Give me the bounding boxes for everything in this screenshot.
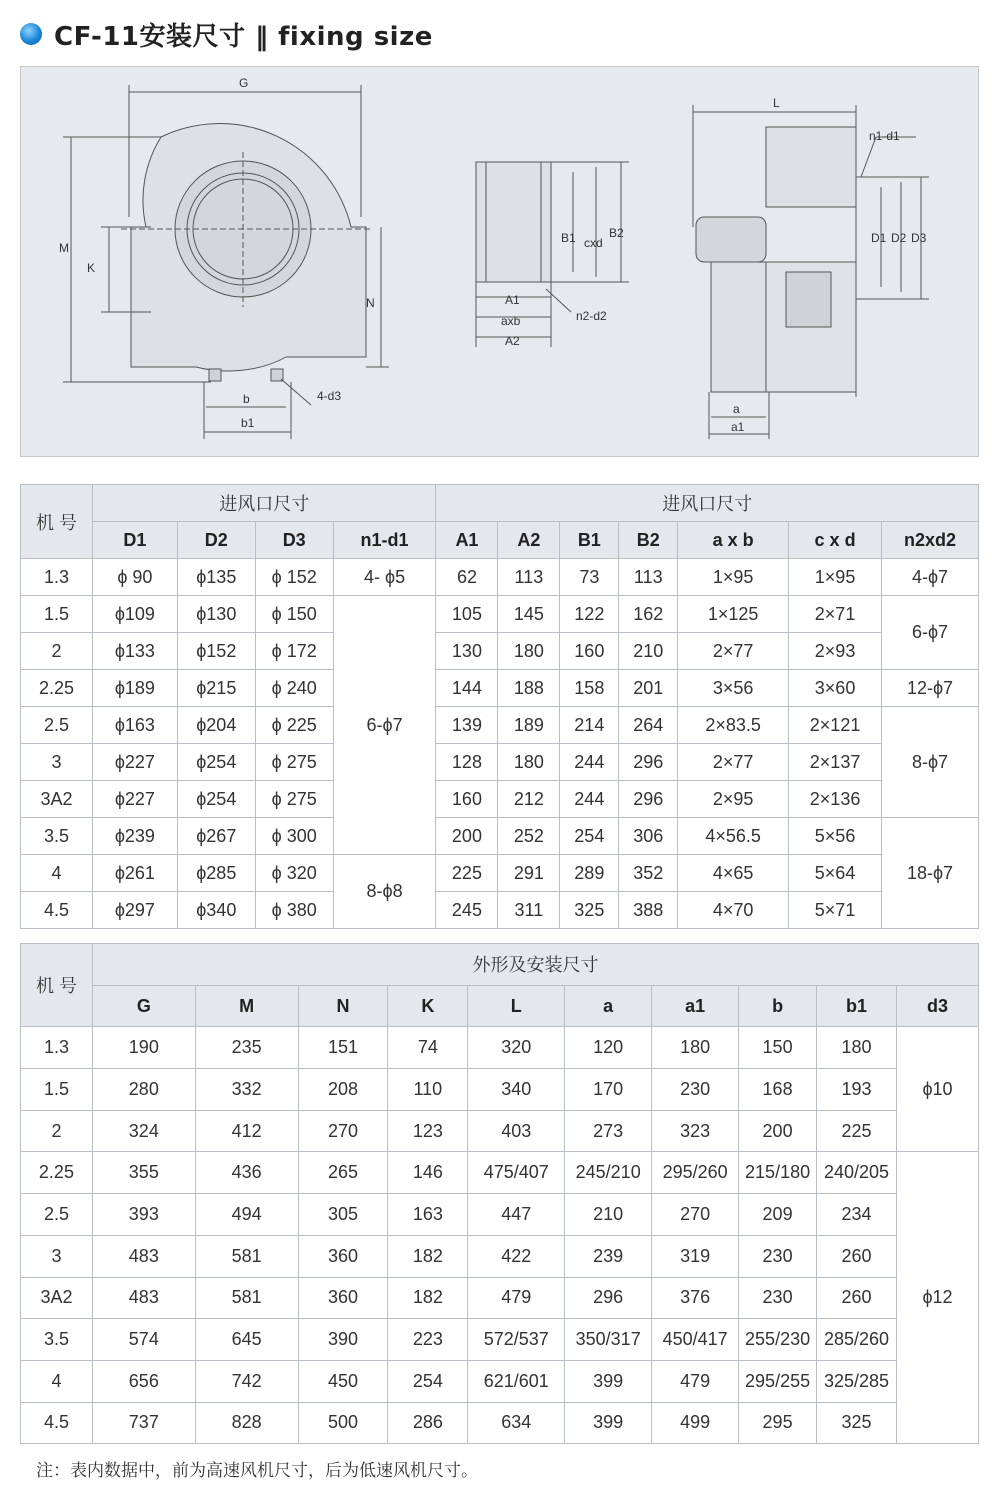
label-G: G: [239, 76, 249, 90]
cell-a1: 450/417: [652, 1319, 739, 1361]
cell-b: 168: [739, 1069, 817, 1111]
cell-A1: 200: [436, 818, 498, 855]
cell-axb: 2×95: [678, 781, 789, 818]
table-row: [21, 1027, 979, 1069]
cell-M: 828: [195, 1402, 298, 1444]
table-row: [21, 633, 979, 670]
cell-G: 574: [92, 1319, 195, 1361]
cell-N: 151: [298, 1027, 388, 1069]
table-row: [21, 1319, 979, 1361]
cell-a1: 479: [652, 1360, 739, 1402]
cell-M: 235: [195, 1027, 298, 1069]
cell-D2: ϕ152: [177, 633, 255, 670]
inlet-dimension-table: [20, 484, 979, 929]
cell-D3: ϕ 150: [255, 596, 333, 633]
col-b: b: [739, 985, 817, 1027]
cell-D1: ϕ239: [92, 818, 177, 855]
cell-axb: 2×83.5: [678, 707, 789, 744]
cell-D3: ϕ 152: [255, 559, 333, 596]
cell-A2: 145: [498, 596, 560, 633]
cell-a1: 323: [652, 1110, 739, 1152]
cell-n2-d2: 6-ϕ7: [882, 596, 979, 670]
cell-L: 447: [468, 1194, 565, 1236]
cell-axb: 2×77: [678, 633, 789, 670]
col-axb: a x b: [678, 522, 789, 559]
cell-L: 621/601: [468, 1360, 565, 1402]
cell-G: 483: [92, 1235, 195, 1277]
cell-no: 3A2: [21, 1277, 93, 1319]
cell-A2: 180: [498, 633, 560, 670]
table-row: [21, 559, 979, 596]
cell-a1: 376: [652, 1277, 739, 1319]
cell-b1: 260: [817, 1277, 897, 1319]
cell-A1: 128: [436, 744, 498, 781]
cell-D3: ϕ 240: [255, 670, 333, 707]
cell-N: 208: [298, 1069, 388, 1111]
cell-b1: 225: [817, 1110, 897, 1152]
col-A2: A2: [498, 522, 560, 559]
cell-K: 110: [388, 1069, 468, 1111]
cell-b1: 285/260: [817, 1319, 897, 1361]
cell-b1: 240/205: [817, 1152, 897, 1194]
col-B2: B2: [619, 522, 678, 559]
cell-no: 2.25: [21, 1152, 93, 1194]
col-d3: d3: [897, 985, 979, 1027]
cell-axb: 1×95: [678, 559, 789, 596]
cell-M: 581: [195, 1235, 298, 1277]
cell-L: 422: [468, 1235, 565, 1277]
cell-b: 215/180: [739, 1152, 817, 1194]
cell-b: 150: [739, 1027, 817, 1069]
cell-L: 340: [468, 1069, 565, 1111]
label-B1: B1: [561, 231, 576, 245]
page-title-bar: [20, 14, 433, 54]
label-B2: B2: [609, 226, 624, 240]
cell-D3: ϕ 320: [255, 855, 333, 892]
cell-B2: 210: [619, 633, 678, 670]
cell-no: 2: [21, 633, 93, 670]
cell-L: 634: [468, 1402, 565, 1444]
cell-D1: ϕ189: [92, 670, 177, 707]
table-row: [21, 670, 979, 707]
cell-cxd: 2×137: [789, 744, 882, 781]
cell-axb: 4×65: [678, 855, 789, 892]
col-B1: B1: [560, 522, 619, 559]
cell-M: 412: [195, 1110, 298, 1152]
label-A1: A1: [505, 293, 520, 307]
cell-a: 170: [565, 1069, 652, 1111]
cell-D1: ϕ227: [92, 781, 177, 818]
cell-axb: 4×70: [678, 892, 789, 929]
cell-G: 656: [92, 1360, 195, 1402]
cell-a1: 180: [652, 1027, 739, 1069]
cell-a: 399: [565, 1402, 652, 1444]
cell-no: 1.5: [21, 1069, 93, 1111]
cell-a: 120: [565, 1027, 652, 1069]
cell-N: 270: [298, 1110, 388, 1152]
cell-a1: 499: [652, 1402, 739, 1444]
col-a: a: [565, 985, 652, 1027]
cell-D2: ϕ267: [177, 818, 255, 855]
cell-D1: ϕ109: [92, 596, 177, 633]
table-row: [21, 1194, 979, 1236]
cell-B2: 296: [619, 781, 678, 818]
label-n2d2: n2-d2: [576, 309, 607, 323]
cell-b1: 325/285: [817, 1360, 897, 1402]
cell-M: 494: [195, 1194, 298, 1236]
label-L: L: [773, 96, 780, 110]
cell-D1: ϕ261: [92, 855, 177, 892]
cell-no: 1.3: [21, 559, 93, 596]
cell-A1: 160: [436, 781, 498, 818]
cell-cxd: 2×93: [789, 633, 882, 670]
cell-D2: ϕ254: [177, 744, 255, 781]
cell-K: 146: [388, 1152, 468, 1194]
col-D2: D2: [177, 522, 255, 559]
cell-D3: ϕ 225: [255, 707, 333, 744]
cell-G: 483: [92, 1277, 195, 1319]
cell-n2-d2: 12-ϕ7: [882, 670, 979, 707]
cell-no: 2.5: [21, 707, 93, 744]
table-row: [21, 1360, 979, 1402]
cell-A2: 180: [498, 744, 560, 781]
cell-M: 645: [195, 1319, 298, 1361]
col-D1: D1: [92, 522, 177, 559]
cell-D1: ϕ227: [92, 744, 177, 781]
cell-A2: 291: [498, 855, 560, 892]
cell-B2: 352: [619, 855, 678, 892]
col-a1: a1: [652, 985, 739, 1027]
cell-b: 255/230: [739, 1319, 817, 1361]
cell-G: 190: [92, 1027, 195, 1069]
cell-D2: ϕ215: [177, 670, 255, 707]
cell-axb: 3×56: [678, 670, 789, 707]
header-inlet-group-2: 进风口尺寸: [436, 485, 979, 522]
cell-A2: 311: [498, 892, 560, 929]
technical-drawing: [20, 66, 979, 457]
cell-N: 390: [298, 1319, 388, 1361]
drawing-svg: [21, 67, 978, 456]
label-a: a: [733, 402, 740, 416]
col-M: M: [195, 985, 298, 1027]
table-row: [21, 1402, 979, 1444]
col-K: K: [388, 985, 468, 1027]
table-row: [21, 707, 979, 744]
cell-A1: 245: [436, 892, 498, 929]
col-n1-d1: n1-d1: [333, 522, 436, 559]
cell-cxd: 5×71: [789, 892, 882, 929]
col-N: N: [298, 985, 388, 1027]
cell-D2: ϕ204: [177, 707, 255, 744]
label-M: M: [59, 241, 69, 255]
cell-G: 393: [92, 1194, 195, 1236]
cell-A2: 252: [498, 818, 560, 855]
table-row: [21, 744, 979, 781]
col-D3: D3: [255, 522, 333, 559]
cell-cxd: 2×136: [789, 781, 882, 818]
cell-no: 3: [21, 744, 93, 781]
cell-no: 3: [21, 1235, 93, 1277]
col-G: G: [92, 985, 195, 1027]
cell-A1: 62: [436, 559, 498, 596]
cell-b1: 325: [817, 1402, 897, 1444]
cell-A2: 189: [498, 707, 560, 744]
table-row: [21, 818, 979, 855]
cell-K: 74: [388, 1027, 468, 1069]
cell-b: 230: [739, 1277, 817, 1319]
cell-G: 280: [92, 1069, 195, 1111]
cell-B2: 388: [619, 892, 678, 929]
cell-a1: 295/260: [652, 1152, 739, 1194]
cell-M: 742: [195, 1360, 298, 1402]
cell-n2-d2: 4-ϕ7: [882, 559, 979, 596]
cell-no: 2.5: [21, 1194, 93, 1236]
cell-N: 360: [298, 1277, 388, 1319]
cell-N: 450: [298, 1360, 388, 1402]
cell-D3: ϕ 300: [255, 818, 333, 855]
cell-A1: 130: [436, 633, 498, 670]
cell-A1: 144: [436, 670, 498, 707]
label-b: b: [243, 392, 250, 406]
col-b1: b1: [817, 985, 897, 1027]
cell-L: 572/537: [468, 1319, 565, 1361]
cell-B2: 296: [619, 744, 678, 781]
label-K: K: [87, 261, 96, 275]
cell-K: 223: [388, 1319, 468, 1361]
header-inlet-group-1: 进风口尺寸: [92, 485, 436, 522]
cell-b: 295: [739, 1402, 817, 1444]
cell-K: 182: [388, 1235, 468, 1277]
cell-B1: 289: [560, 855, 619, 892]
cell-B1: 244: [560, 781, 619, 818]
cell-G: 737: [92, 1402, 195, 1444]
page-title: CF-11安装尺寸 ‖ fixing size: [54, 21, 433, 52]
cell-B1: 254: [560, 818, 619, 855]
header-machine-no: 机 号: [21, 485, 93, 559]
cell-a: 210: [565, 1194, 652, 1236]
cell-no: 3.5: [21, 1319, 93, 1361]
table-row: [21, 1235, 979, 1277]
cell-M: 581: [195, 1277, 298, 1319]
cell-b1: 260: [817, 1235, 897, 1277]
cell-d3: ϕ10: [897, 1027, 979, 1152]
cell-n1-d1: 8-ϕ8: [333, 855, 436, 929]
cell-A2: 113: [498, 559, 560, 596]
cell-D1: ϕ163: [92, 707, 177, 744]
cell-a: 399: [565, 1360, 652, 1402]
table-row: [21, 596, 979, 633]
cell-no: 4.5: [21, 892, 93, 929]
cell-K: 123: [388, 1110, 468, 1152]
cell-B2: 201: [619, 670, 678, 707]
table-row: [21, 1152, 979, 1194]
cell-B2: 306: [619, 818, 678, 855]
cell-L: 475/407: [468, 1152, 565, 1194]
label-n1d1: n1-d1: [869, 129, 900, 143]
label-D2: D2: [891, 231, 907, 245]
cell-a1: 319: [652, 1235, 739, 1277]
cell-b1: 180: [817, 1027, 897, 1069]
cell-D1: ϕ133: [92, 633, 177, 670]
cell-cxd: 3×60: [789, 670, 882, 707]
cell-B2: 113: [619, 559, 678, 596]
table-row: [21, 892, 979, 929]
cell-a: 296: [565, 1277, 652, 1319]
cell-B1: 158: [560, 670, 619, 707]
table-row: [21, 1069, 979, 1111]
label-axb: axb: [501, 314, 521, 328]
cell-L: 320: [468, 1027, 565, 1069]
cell-K: 182: [388, 1277, 468, 1319]
cell-B2: 264: [619, 707, 678, 744]
cell-no: 3.5: [21, 818, 93, 855]
label-b1: b1: [241, 416, 255, 430]
cell-no: 3A2: [21, 781, 93, 818]
cell-N: 360: [298, 1235, 388, 1277]
cell-no: 2.25: [21, 670, 93, 707]
cell-A2: 212: [498, 781, 560, 818]
cell-B1: 325: [560, 892, 619, 929]
cell-B1: 73: [560, 559, 619, 596]
label-D1: D1: [871, 231, 887, 245]
label-a1: a1: [731, 420, 745, 434]
table-row: [21, 855, 979, 892]
cell-N: 305: [298, 1194, 388, 1236]
cell-B1: 214: [560, 707, 619, 744]
cell-a: 350/317: [565, 1319, 652, 1361]
cell-axb: 2×77: [678, 744, 789, 781]
cell-no: 4: [21, 1360, 93, 1402]
bullet-icon: [20, 23, 42, 45]
cell-D2: ϕ254: [177, 781, 255, 818]
cell-M: 332: [195, 1069, 298, 1111]
cell-no: 2: [21, 1110, 93, 1152]
cell-b1: 234: [817, 1194, 897, 1236]
cell-cxd: 2×121: [789, 707, 882, 744]
cell-b1: 193: [817, 1069, 897, 1111]
cell-A2: 188: [498, 670, 560, 707]
col-cxd: c x d: [789, 522, 882, 559]
cell-A1: 105: [436, 596, 498, 633]
cell-b: 209: [739, 1194, 817, 1236]
cell-D1: ϕ297: [92, 892, 177, 929]
label-N: N: [366, 296, 375, 310]
label-A2: A2: [505, 334, 520, 348]
table-row: [21, 1277, 979, 1319]
cell-D3: ϕ 172: [255, 633, 333, 670]
cell-b: 200: [739, 1110, 817, 1152]
cell-D2: ϕ135: [177, 559, 255, 596]
cell-A1: 225: [436, 855, 498, 892]
outline-installation-table: [20, 943, 979, 1444]
cell-M: 436: [195, 1152, 298, 1194]
cell-D3: ϕ 380: [255, 892, 333, 929]
col-A1: A1: [436, 522, 498, 559]
cell-n1-d1: 6-ϕ7: [333, 596, 436, 855]
label-D3: D3: [911, 231, 927, 245]
cell-G: 355: [92, 1152, 195, 1194]
header-outline-group: 外形及安装尺寸: [92, 944, 978, 986]
cell-K: 163: [388, 1194, 468, 1236]
cell-cxd: 5×64: [789, 855, 882, 892]
footnote: 注：表内数据中，前为高速风机尺寸，后为低速风机尺寸。: [36, 1461, 478, 1481]
header-machine-no: 机 号: [21, 944, 93, 1027]
cell-L: 479: [468, 1277, 565, 1319]
cell-a1: 270: [652, 1194, 739, 1236]
cell-b: 295/255: [739, 1360, 817, 1402]
cell-D2: ϕ340: [177, 892, 255, 929]
cell-B1: 160: [560, 633, 619, 670]
cell-no: 4.5: [21, 1402, 93, 1444]
cell-a1: 230: [652, 1069, 739, 1111]
cell-D3: ϕ 275: [255, 744, 333, 781]
cell-B1: 122: [560, 596, 619, 633]
cell-a: 245/210: [565, 1152, 652, 1194]
cell-A1: 139: [436, 707, 498, 744]
cell-D1: ϕ 90: [92, 559, 177, 596]
table-row: [21, 781, 979, 818]
cell-n2-d2: 8-ϕ7: [882, 707, 979, 818]
table-row: [21, 1110, 979, 1152]
cell-b: 230: [739, 1235, 817, 1277]
cell-a: 273: [565, 1110, 652, 1152]
cell-n1-d1: 4- ϕ5: [333, 559, 436, 596]
cell-N: 500: [298, 1402, 388, 1444]
label-d3: 4-d3: [317, 389, 342, 403]
cell-B1: 244: [560, 744, 619, 781]
cell-N: 265: [298, 1152, 388, 1194]
cell-L: 403: [468, 1110, 565, 1152]
cell-B2: 162: [619, 596, 678, 633]
cell-D2: ϕ285: [177, 855, 255, 892]
cell-G: 324: [92, 1110, 195, 1152]
cell-cxd: 2×71: [789, 596, 882, 633]
col-n2xd2: n2xd2: [882, 522, 979, 559]
cell-K: 286: [388, 1402, 468, 1444]
cell-cxd: 1×95: [789, 559, 882, 596]
cell-K: 254: [388, 1360, 468, 1402]
cell-axb: 4×56.5: [678, 818, 789, 855]
label-cxd: cxd: [584, 236, 603, 250]
cell-no: 1.3: [21, 1027, 93, 1069]
cell-D3: ϕ 275: [255, 781, 333, 818]
cell-n2-d2: 18-ϕ7: [882, 818, 979, 929]
cell-D2: ϕ130: [177, 596, 255, 633]
cell-a: 239: [565, 1235, 652, 1277]
cell-no: 1.5: [21, 596, 93, 633]
cell-cxd: 5×56: [789, 818, 882, 855]
cell-axb: 1×125: [678, 596, 789, 633]
cell-no: 4: [21, 855, 93, 892]
col-L: L: [468, 985, 565, 1027]
cell-d3: ϕ12: [897, 1152, 979, 1444]
